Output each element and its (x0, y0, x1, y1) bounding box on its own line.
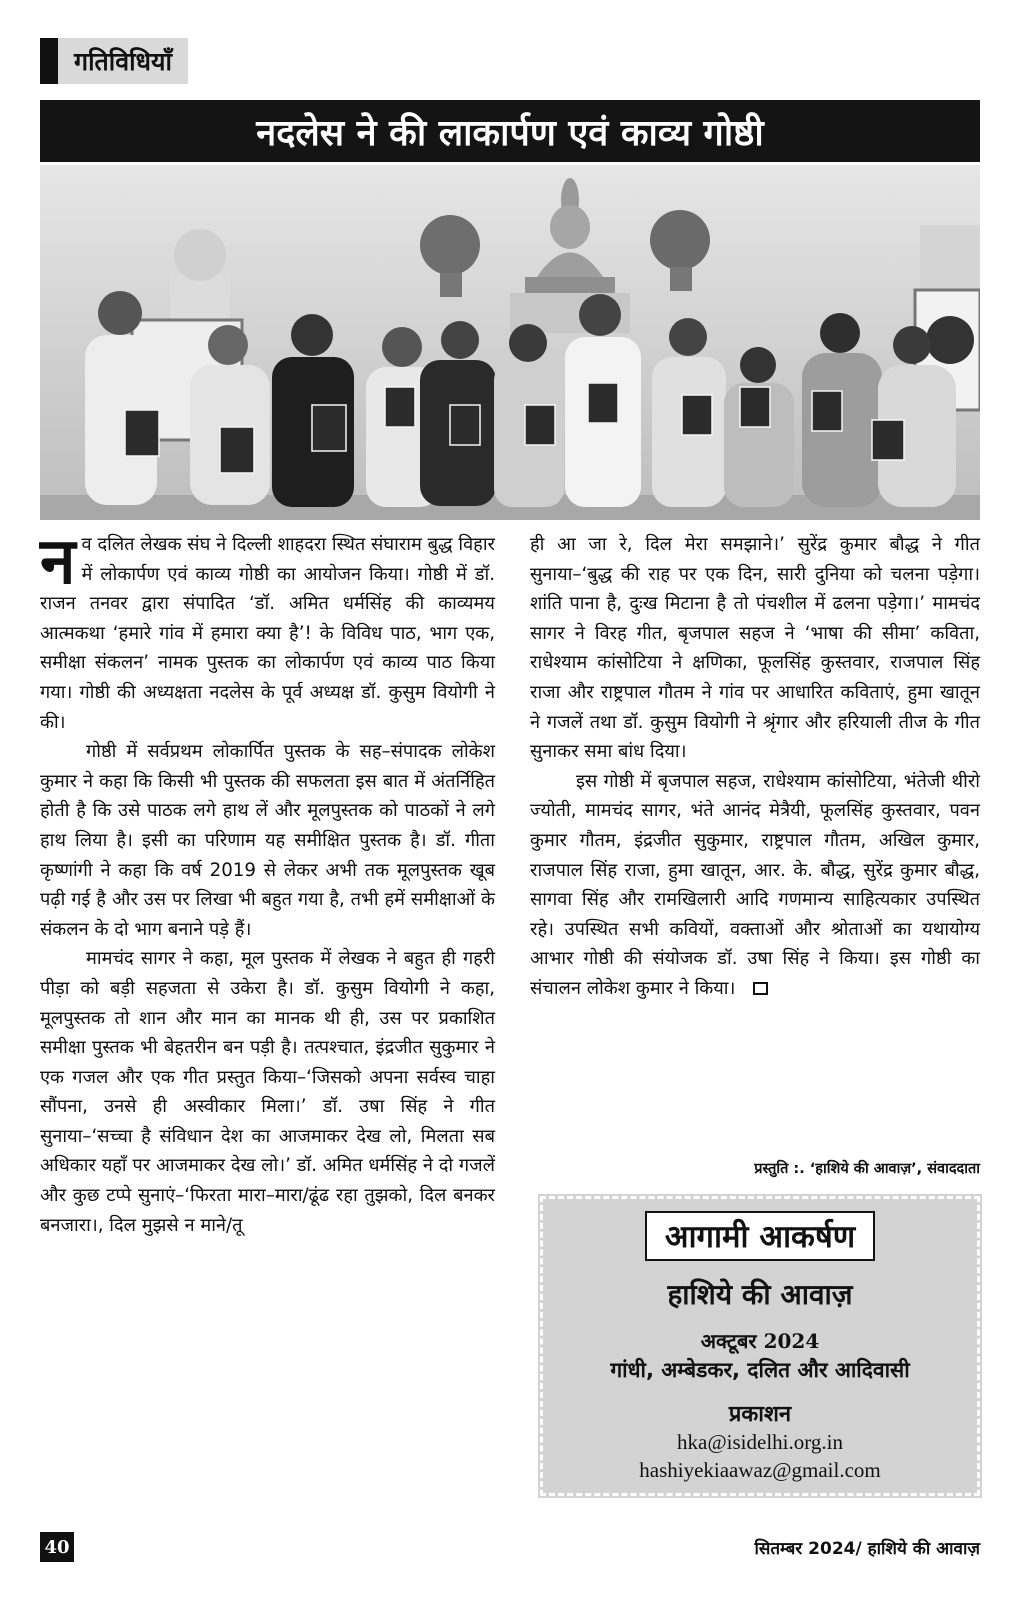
paragraph-text: व दलित लेखक संघ ने दिल्ली शाहदरा स्थित संघाराम बुद्ध विहार में लोकार्पण एवं काव्य गोष्ठी का आयोजन किया। गोष्ठी में डॉ. राजन तनवर द्वारा संपादित ‘डॉ. अमित धर्मसिंह की काव्यमय आत्मकथा ‘हमारे गांव में हमारा क्या है’! के विविध पाठ, भाग एक, समीक्षा संकलन’ नामक पुस्तक का लोकार्पण एवं काव्य पाठ किया गया। गोष्ठी की अध्यक्षता नदलेस के पूर्व अध्यक्ष डॉ. कुसुम वियोगी ने की। (40, 534, 495, 733)
promo-magazine-name: हाशिये की आवाज़ (667, 1278, 853, 1311)
event-photo-illustration (40, 165, 980, 520)
event-photo (40, 165, 980, 520)
article-paragraph-5 (530, 767, 980, 1004)
article-paragraph-2: गोष्ठी में सर्वप्रथम लोकार्पित पुस्तक के सह–संपादक लोकेश कुमार ने कहा कि किसी भी पुस्तक की सफलता इस बात में अंतर्निहित होती है कि उसे पाठक लगे हाथ लें और मूलपुस्तक को पाठकों ने लगे हाथ लिया है। इसी का परिणाम यह समीक्षित पुस्तक है। डॉ. गीता कृष्णांगी ने कहा कि वर्ष 2019 से लेकर अभी तक मूलपुस्तक खूब पढ़ी गई है और उस पर लिखा भी बहुत गया है, तभी हमें समीक्षाओं के संकलन के दो भाग बनाने पड़े हैं। (40, 741, 495, 940)
promo-title: आगामी आकर्षण (645, 1211, 875, 1261)
upcoming-promo-box (540, 1196, 980, 1496)
running-footer: सितम्बर 2024/ हाशिये की आवाज़ (754, 1539, 980, 1559)
paragraph-text: इस गोष्ठी में बृजपाल सहज, राधेश्याम कांसोटिया, भंतेजी थीरो ज्योती, मामचंद सागर, भंते आनंद मेत्रैयी, फूलसिंह कुस्तवार, पवन कुमार गौतम, इंद्रजीत सुकुमार, राष्ट्रपाल गौतम, अखिल कुमार, राजपाल सिंह राजा, हुमा खातून, आर. के. बौद्ध, सुरेंद्र कुमार बौद्ध, सागवा सिंह और रामखिलारी आदि गणमान्य साहित्यकार उपस्थित रहे। उपस्थित सभी कवियों, वक्ताओं और श्रोताओं का यथायोग्य आभार गोष्ठी की संयोजक डॉ. उषा सिंह ने किया। इस गोष्ठी का संचालन लोकेश कुमार ने किया। (530, 770, 980, 999)
section-tag (40, 38, 188, 84)
article-credit: प्रस्तुति :. ‘हाशिये की आवाज़’, संवाददाता (754, 1161, 980, 1177)
article-headline: नदलेस ने की लाकार्पण एवं काव्य गोष्ठी (40, 100, 980, 162)
article-paragraph-1 (40, 525, 495, 737)
section-tag-label: गतिविधियाँ (58, 38, 188, 84)
promo-email-1[interactable]: hka@isidelhi.org.in (677, 1430, 843, 1454)
promo-email-2[interactable]: hashiyekiaawaz@gmail.com (639, 1458, 881, 1482)
article-column-left (40, 525, 495, 1240)
promo-topic: गांधी, अम्बेडकर, दलित और आदिवासी (610, 1358, 910, 1382)
article-column-right (530, 530, 980, 1004)
drop-cap: न (40, 525, 76, 599)
article-paragraph-4: ही आ जा रे, दिल मेरा समझाने।’ सुरेंद्र कुमार बौद्ध ने गीत सुनाया–‘बुद्ध की राह पर एक दिन, सारी दुनिया को चलना पड़ेगा। शांति पाना है, दुःख मिटाना है तो पंचशील में ढलना पड़ेगा।’ मामचंद सागर ने विरह गीत, बृजपाल सहज ने ‘भाषा की सीमा’ कविता, राधेश्याम कांसोटिया ने क्षणिका, फूलसिंह कुस्तवार, राजपाल सिंह राजा और राष्ट्रपाल गौतम ने गांव पर आधारित कविताएं, हुमा खातून ने गजलें तथा डॉ. कुसुम वियोगी ने श्रृंगार और हरियाली तीज के गीत सुनाकर समा बांध दिया। (530, 534, 980, 763)
promo-issue: अक्टूबर 2024 (700, 1329, 820, 1353)
promo-publication-label: प्रकाशन (728, 1402, 792, 1427)
section-tag-bar (40, 38, 58, 84)
end-mark-icon (753, 982, 768, 995)
article-paragraph-3: मामचंद सागर ने कहा, मूल पुस्तक में लेखक ने बहुत ही गहरी पीड़ा को बड़ी सहजता से उकेरा है। डॉ. कुसुम वियोगी ने कहा, मूलपुस्तक तो शान और मान का मानक थी ही, उस पर प्रकाशित समीक्षा पुस्तक भी बेहतरीन बन पड़ी है। तत्पश्चात, इंद्रजीत सुकुमार ने एक गजल और एक गीत प्रस्तुत किया–‘जिसको अपना सर्वस्व चाहा सौंपना, उनसे ही अस्वीकार मिला।’ डॉ. उषा सिंह ने गीत सुनाया–‘सच्चा है संविधान देश का आजमाकर देख लो, मिलता सब अधिकार यहाँ पर आजमाकर देख लो।’ डॉ. अमित धर्मसिंह ने दो गजलें और कुछ टप्पे सुनाएं–‘फिरता मारा–मारा/ढूंढ रहा तुझको, दिल बनकर बनजारा।, दिल मुझसे न माने/तू (40, 948, 495, 1236)
page-number: 40 (40, 1532, 74, 1562)
